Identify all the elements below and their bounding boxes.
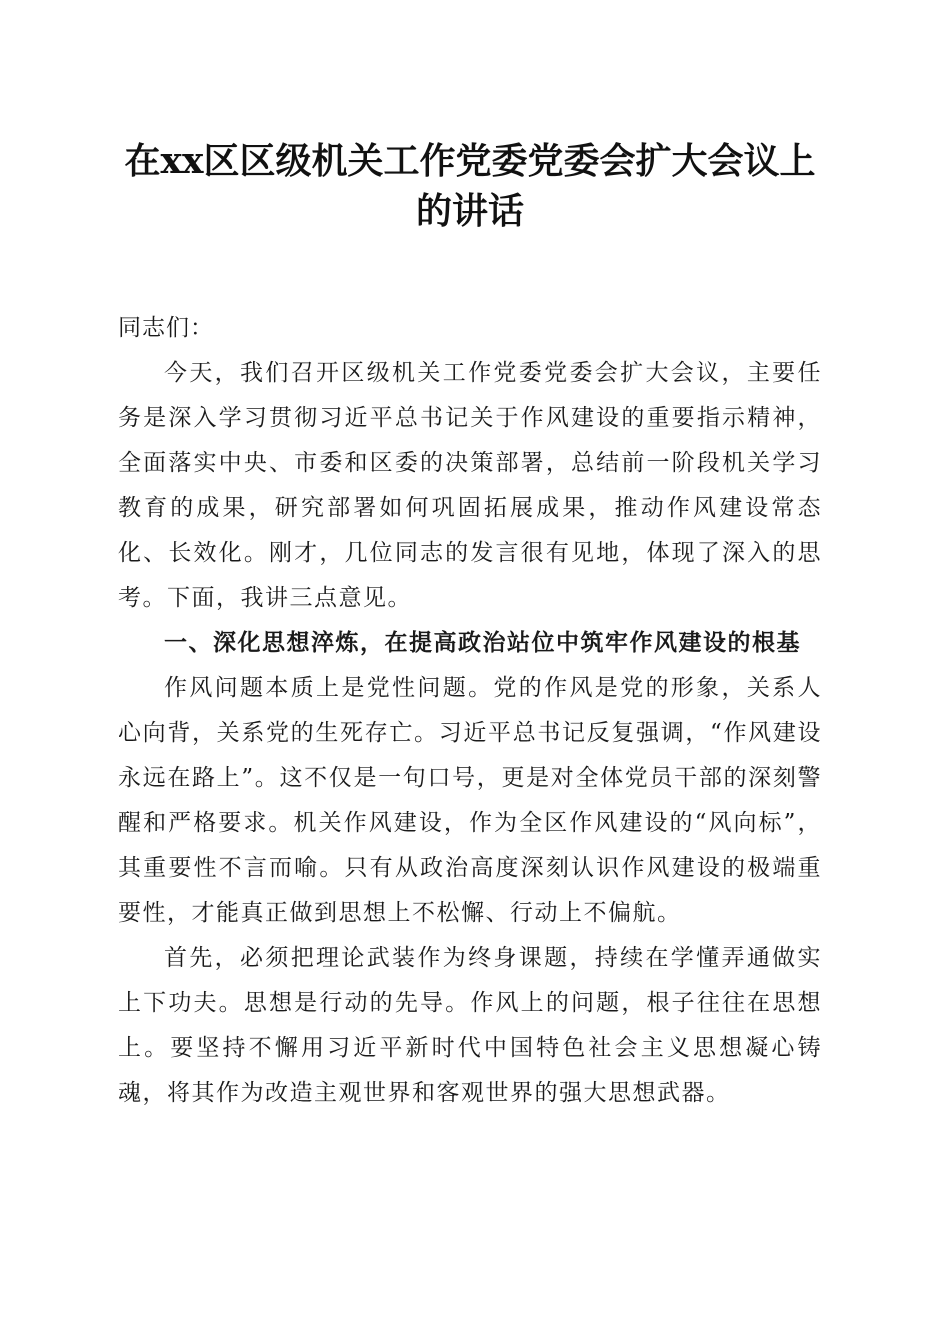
section1-paragraph-2: 首先，必须把理论武装作为终身课题，持续在学懂弄通做实上下功夫。思想是行动的先导。作风上的问题，根子往往在思想上。要坚持不懈用习近平新时代中国特色社会主义思想凝心铸魂，将其作为改造主观世界和客观世界的强大思想武器。: [118, 945, 822, 1106]
document-title: [118, 136, 822, 236]
document-page: [118, 136, 822, 1116]
section1-paragraph-1: 作风问题本质上是党性问题。党的作风是党的形象，关系人心向背，关系党的生死存亡。习近平总书记反复强调，“作风建设永远在路上”。这不仅是一句口号，更是对全体党员干部的深刻警醒和严格要求。机关作风建设，作为全区作风建设的“风向标”，其重要性不言而喻。只有从政治高度深刻认识作风建设的极端重要性，才能真正做到思想上不松懈、行动上不偏航。: [118, 675, 822, 926]
section-heading-1: 一、深化思想淬炼，在提高政治站位中筑牢作风建设的根基: [164, 630, 801, 656]
intro-paragraph: 今天，我们召开区级机关工作党委党委会扩大会议，主要任务是深入学习贯彻习近平总书记关于作风建设的重要指示精神，全面落实中央、市委和区委的决策部署，总结前一阶段机关学习教育的成果，研究部署如何巩固拓展成果，推动作风建设常态化、长效化。刚才，几位同志的发言很有见地，体现了深入的思考。下面，我讲三点意见。: [118, 360, 822, 611]
title-line-1: 在xx区区级机关工作党委党委会扩大会议上: [124, 140, 816, 182]
title-line-2: 的讲话: [415, 190, 524, 232]
salutation: 同志们：: [118, 315, 214, 341]
